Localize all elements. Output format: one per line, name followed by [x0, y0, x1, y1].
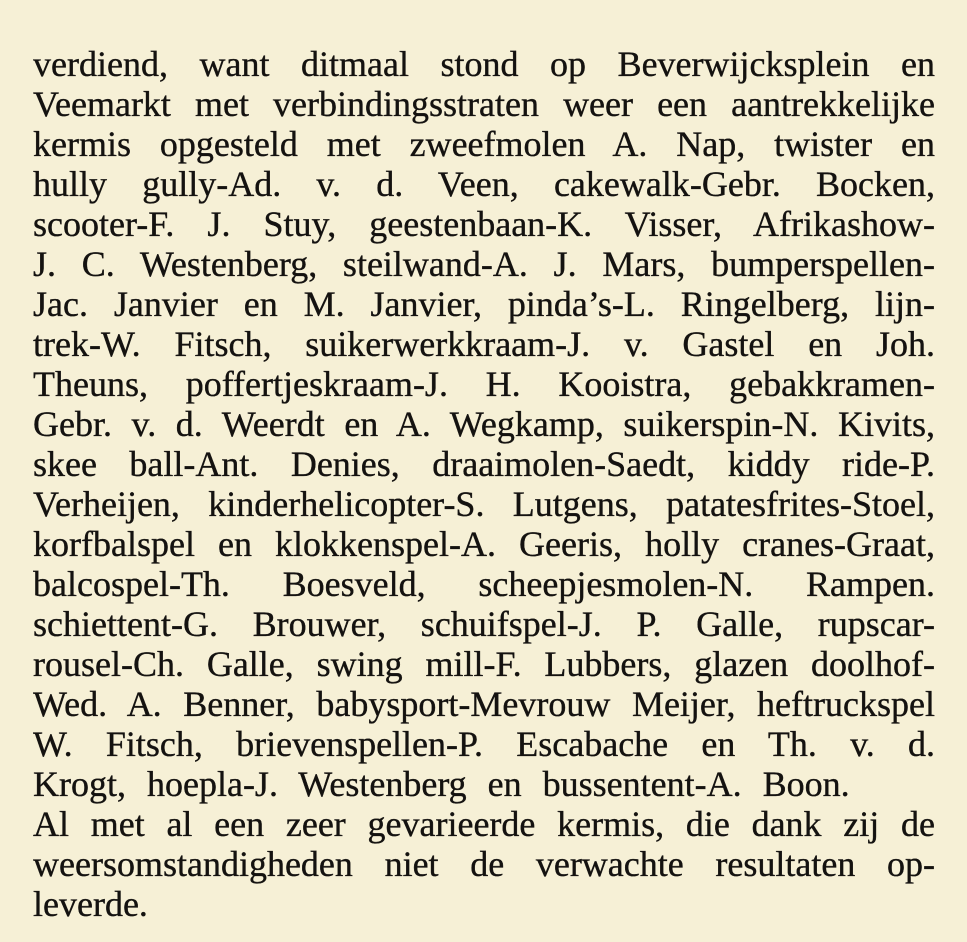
text-line: Jac. Janvier en M. Janvier, pinda’s-L. Ringelberg, lijn-	[33, 284, 935, 324]
paragraph-kermis-attracties	[33, 44, 935, 804]
text-line: kermis opgesteld met zweefmolen A. Nap, twister en	[33, 124, 935, 164]
paragraph-conclusie	[33, 804, 935, 924]
text-line-paragraph-end: Krogt, hoepla-J. Westenberg en bussentent-A. Boon.	[33, 764, 850, 804]
text-line: skee ball-Ant. Denies, draaimolen-Saedt, kiddy ride-P.	[33, 444, 935, 484]
text-line: Wed. A. Benner, babysport-Mevrouw Meijer, heftruckspel	[33, 684, 935, 724]
text-line: Al met al een zeer gevarieerde kermis, die dank zij de	[33, 804, 935, 844]
text-page	[33, 44, 935, 924]
text-line: W. Fitsch, brievenspellen-P. Escabache en Th. v. d.	[33, 724, 935, 764]
text-line-paragraph-end: leverde.	[33, 884, 148, 924]
text-line: J. C. Westenberg, steilwand-A. J. Mars, bumperspellen-	[33, 244, 935, 284]
text-line: korfbalspel en klokkenspel-A. Geeris, holly cranes-Graat,	[33, 524, 935, 564]
text-line: rousel-Ch. Galle, swing mill-F. Lubbers, glazen doolhof-	[33, 644, 935, 684]
text-line: Gebr. v. d. Weerdt en A. Wegkamp, suikerspin-N. Kivits,	[33, 404, 935, 444]
text-line: balcospel-Th. Boesveld, scheepjesmolen-N. Rampen.	[33, 564, 935, 604]
text-line: Verheijen, kinderhelicopter-S. Lutgens, patatesfrites-Stoel,	[33, 484, 935, 524]
text-line: Theuns, poffertjeskraam-J. H. Kooistra, gebakkramen-	[33, 364, 935, 404]
text-line: schiettent-G. Brouwer, schuifspel-J. P. Galle, rupscar-	[33, 604, 935, 644]
text-line: trek-W. Fitsch, suikerwerkkraam-J. v. Gastel en Joh.	[33, 324, 935, 364]
text-line: Veemarkt met verbindingsstraten weer een aantrekkelijke	[33, 84, 935, 124]
text-line: scooter-F. J. Stuy, geestenbaan-K. Visser, Afrikashow-	[33, 204, 935, 244]
text-line: hully gully-Ad. v. d. Veen, cakewalk-Gebr. Bocken,	[33, 164, 935, 204]
text-line: verdiend, want ditmaal stond op Beverwijcksplein en	[33, 44, 935, 84]
text-line: weersomstandigheden niet de verwachte resultaten op-	[33, 844, 935, 884]
